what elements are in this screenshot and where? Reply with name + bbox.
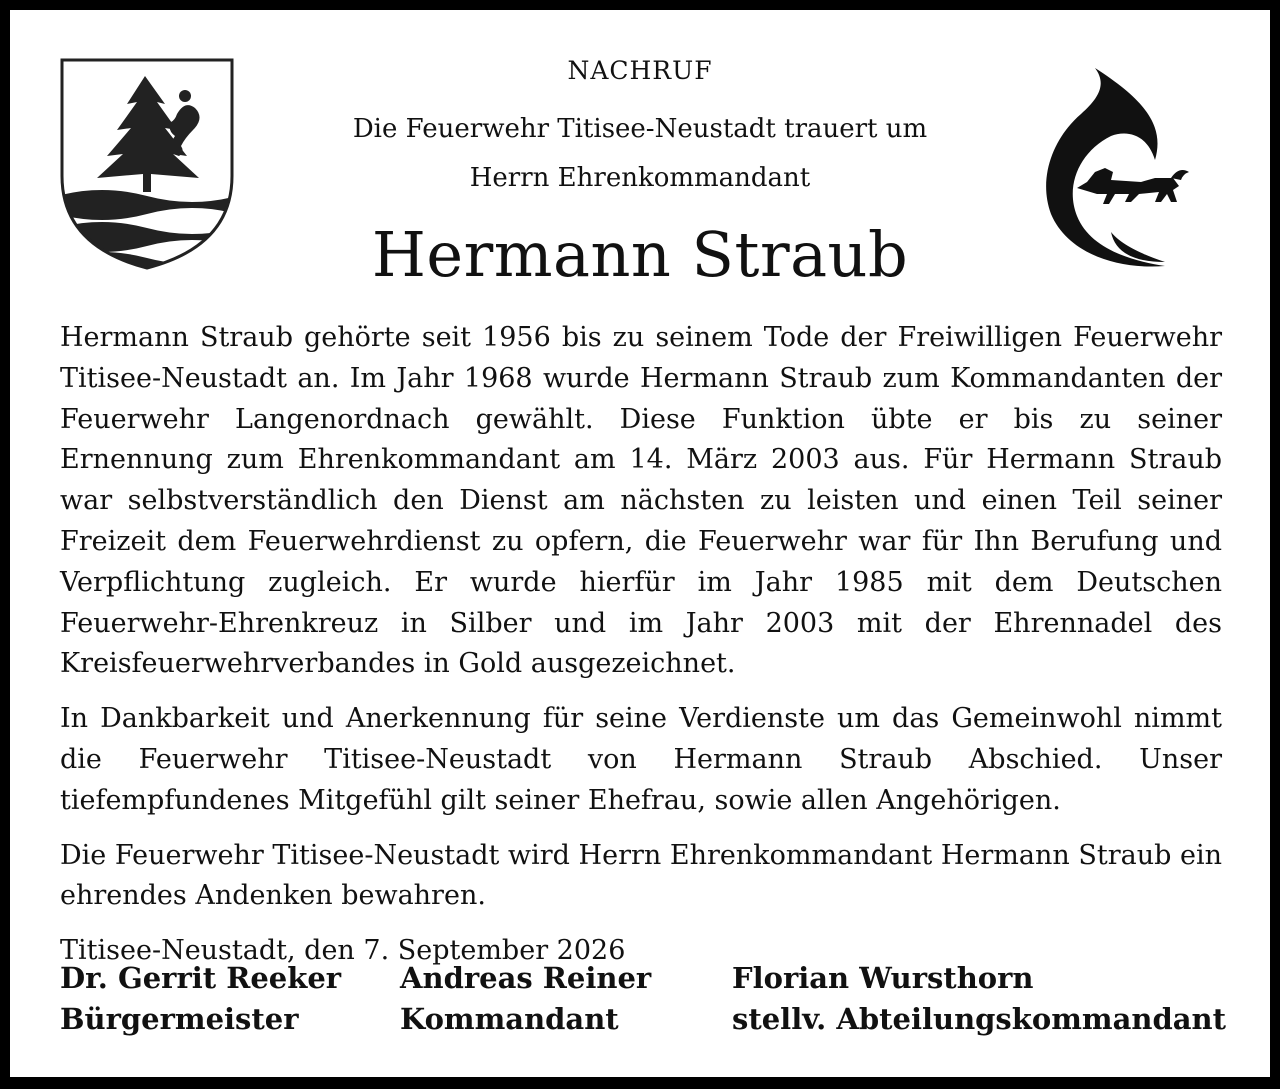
notice-title-line: Herrn Ehrenkommandant xyxy=(469,163,811,193)
place-and-date: Titisee-Neustadt, den 7. September 2026 xyxy=(60,935,626,967)
signature-role: stellv. Abteilungskommandant xyxy=(732,1002,1226,1036)
signature-block-mayor xyxy=(60,958,341,1040)
signature-name: Dr. Gerrit Reeker xyxy=(60,961,342,995)
notice-intro-line: Die Feuerwehr Titisee-Neustadt trauert um xyxy=(352,114,928,144)
fire-brigade-emblem-icon xyxy=(1015,56,1205,272)
deceased-name: Hermann Straub xyxy=(371,218,909,291)
signature-block-commander xyxy=(400,958,651,1040)
body-paragraph-1: Hermann Straub gehörte seit 1956 bis zu seinem Tode der Freiwilligen Feuerwehr Titisee-Neustadt an. Im Jahr 1968 wurde Hermann Straub zum Kommandanten der Feuerwehr Langenordnach gewählt. Diese Funktion übte er bis zu seiner Ernennung zum Ehrenkommandant am 14. März 2003 aus. Für Hermann Straub war selbstverständlich den Dienst am nächsten zu leisten und einen Teil seiner Freizeit dem Feuerwehrdienst zu opfern, die Feuerwehr war für Ihn Berufung und Verpflichtung zugleich. Er wurde hierfür im Jahr 1985 mit dem Deutschen Feuerwehr-Ehrenkreuz in Silber und im Jahr 2003 mit der Ehrennadel des Kreisfeuerwehrverbandes in Gold ausgezeichnet. xyxy=(60,322,1222,680)
signature-block-deputy xyxy=(732,958,1226,1040)
notice-kicker: NACHRUF xyxy=(567,56,713,85)
obituary-notice xyxy=(10,10,1270,1077)
town-crest-icon xyxy=(57,56,237,272)
signature-name: Florian Wursthorn xyxy=(732,961,1034,995)
signature-role: Bürgermeister xyxy=(60,1002,299,1036)
signature-name: Andreas Reiner xyxy=(400,961,652,995)
body-paragraph-2: In Dankbarkeit und Anerkennung für seine Verdienste um das Gemeinwohl nimmt die Feuerwehr Titisee-Neustadt von Hermann Straub Abschied. Unser tiefempfundenes Mitgefühl gilt seiner Ehefrau, sowie allen Angehörigen. xyxy=(60,703,1222,816)
signature-role: Kommandant xyxy=(400,1002,619,1036)
obituary-body xyxy=(60,318,1222,986)
body-paragraph-3: Die Feuerwehr Titisee-Neustadt wird Herrn Ehrenkommandant Hermann Straub ein ehrendes Andenken bewahren. xyxy=(60,839,1222,912)
